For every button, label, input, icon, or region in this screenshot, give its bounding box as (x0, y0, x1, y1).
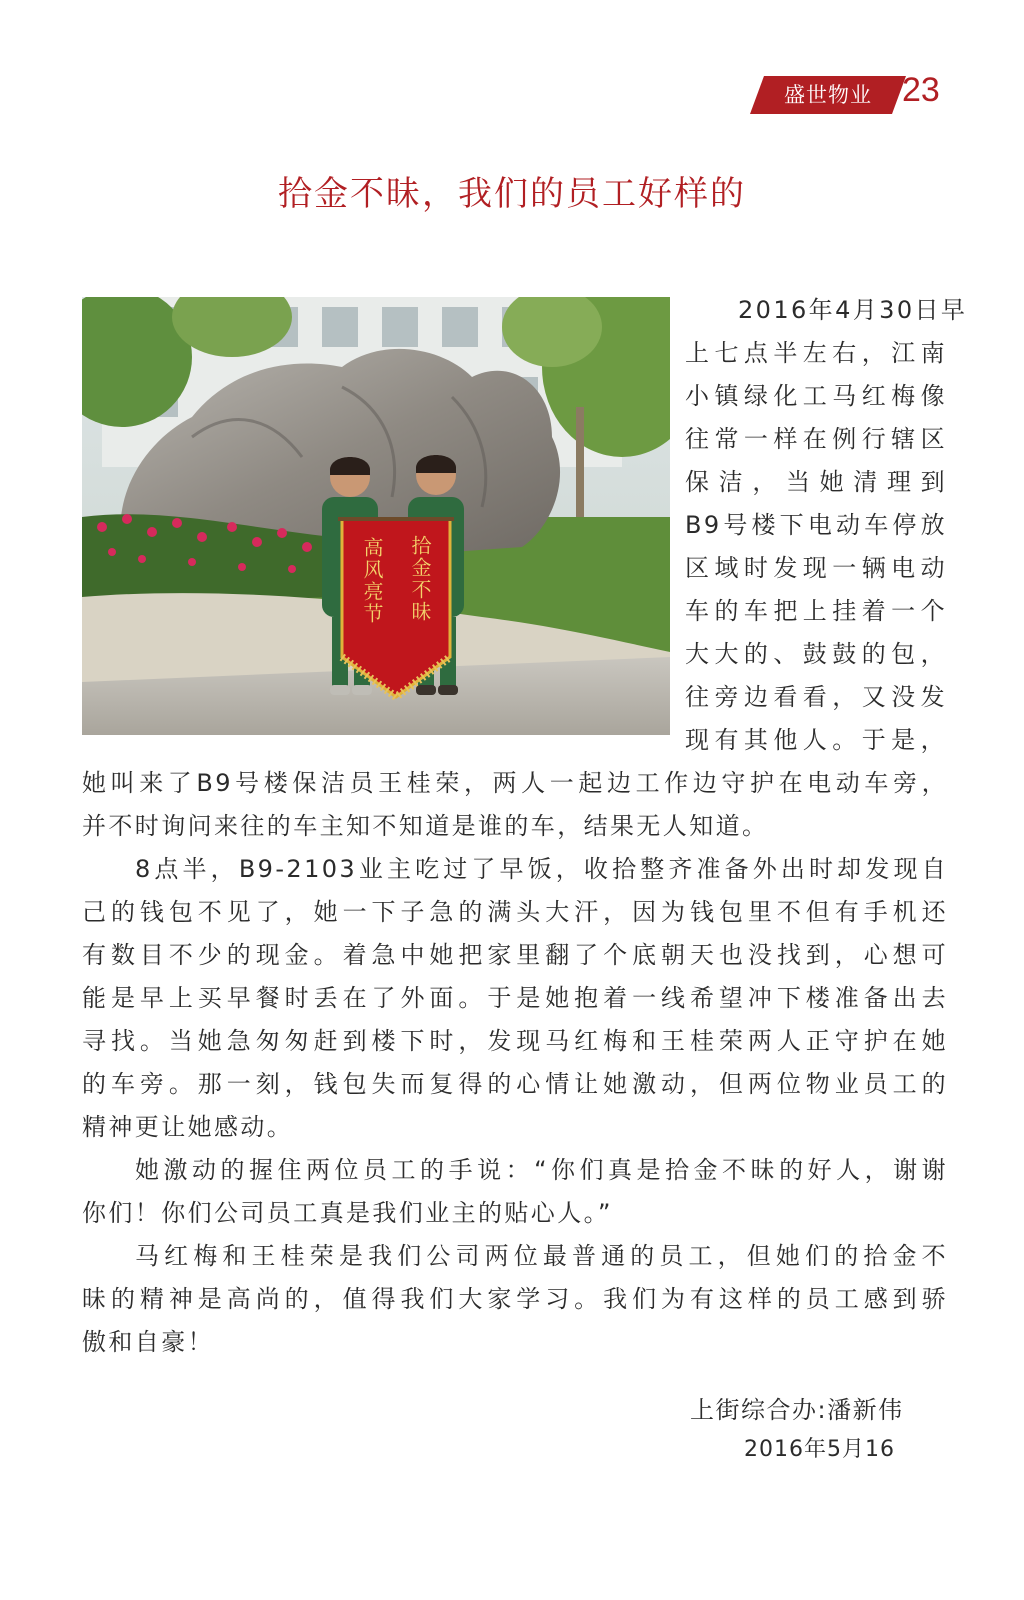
article-photo (82, 297, 670, 735)
body-line: 能是早上买早餐时丢在了外面。于是她抱着一线希望冲下楼准备出去 (82, 984, 948, 1012)
author-signature: 上街综合办:潘新伟 (690, 1396, 904, 1424)
article-title: 拾金不昧，我们的员工好样的 (278, 174, 746, 214)
body-line: 车的车把上挂着一个 (685, 597, 947, 625)
body-line: 的车旁。那一刻，钱包失而复得的心情让她激动，但两位物业员工的 (82, 1070, 948, 1098)
banner-text-left: 高风亮节 (360, 537, 384, 625)
body-line: B9号楼下电动车停放 (685, 511, 947, 539)
body-line: 8点半，B9-2103业主吃过了早饭，收拾整齐准备外出时却发现自 (135, 855, 948, 883)
body-line: 往旁边看看，又没发 (685, 683, 947, 711)
body-line: 傲和自豪！ (82, 1328, 214, 1356)
body-line: 上七点半左右，江南 (685, 339, 947, 367)
body-line: 区域时发现一辆电动 (685, 554, 947, 582)
body-line: 她叫来了B9号楼保洁员王桂荣，两人一起边工作边守护在电动车旁， (82, 769, 948, 797)
body-line: 小镇绿化工马红梅像 (685, 382, 947, 410)
body-line: 保洁，当她清理到 (685, 468, 947, 496)
body-line: 现有其他人。于是， (685, 726, 947, 754)
banner-text-right: 拾金不昧 (408, 535, 432, 623)
body-line: 2016年4月30日早 (738, 296, 968, 324)
body-line: 己的钱包不见了，她一下子急的满头大汗，因为钱包里不但有手机还 (82, 898, 948, 926)
body-line: 有数目不少的现金。着急中她把家里翻了个底朝天也没找到，心想可 (82, 941, 948, 969)
page-number: 23 (902, 71, 940, 109)
body-line: 寻找。当她急匆匆赶到楼下时，发现马红梅和王桂荣两人正守护在她 (82, 1027, 948, 1055)
body-line: 她激动的握住两位员工的手说：“你们真是拾金不昧的好人，谢谢 (135, 1156, 948, 1184)
body-line: 昧的精神是高尚的，值得我们大家学习。我们为有这样的员工感到骄 (82, 1285, 948, 1313)
body-line: 马红梅和王桂荣是我们公司两位最普通的员工，但她们的拾金不 (135, 1242, 948, 1270)
body-line: 并不时询问来往的车主知不知道是谁的车，结果无人知道。 (82, 812, 769, 840)
body-line: 大大的、鼓鼓的包， (685, 640, 947, 668)
body-line: 往常一样在例行辖区 (685, 425, 947, 453)
body-line: 精神更让她感动。 (82, 1113, 294, 1141)
signature-date: 2016年5月16 (744, 1437, 895, 1462)
body-line: 你们！你们公司员工真是我们业主的贴心人。” (82, 1199, 613, 1227)
section-tag: 盛世物业 (784, 83, 872, 107)
